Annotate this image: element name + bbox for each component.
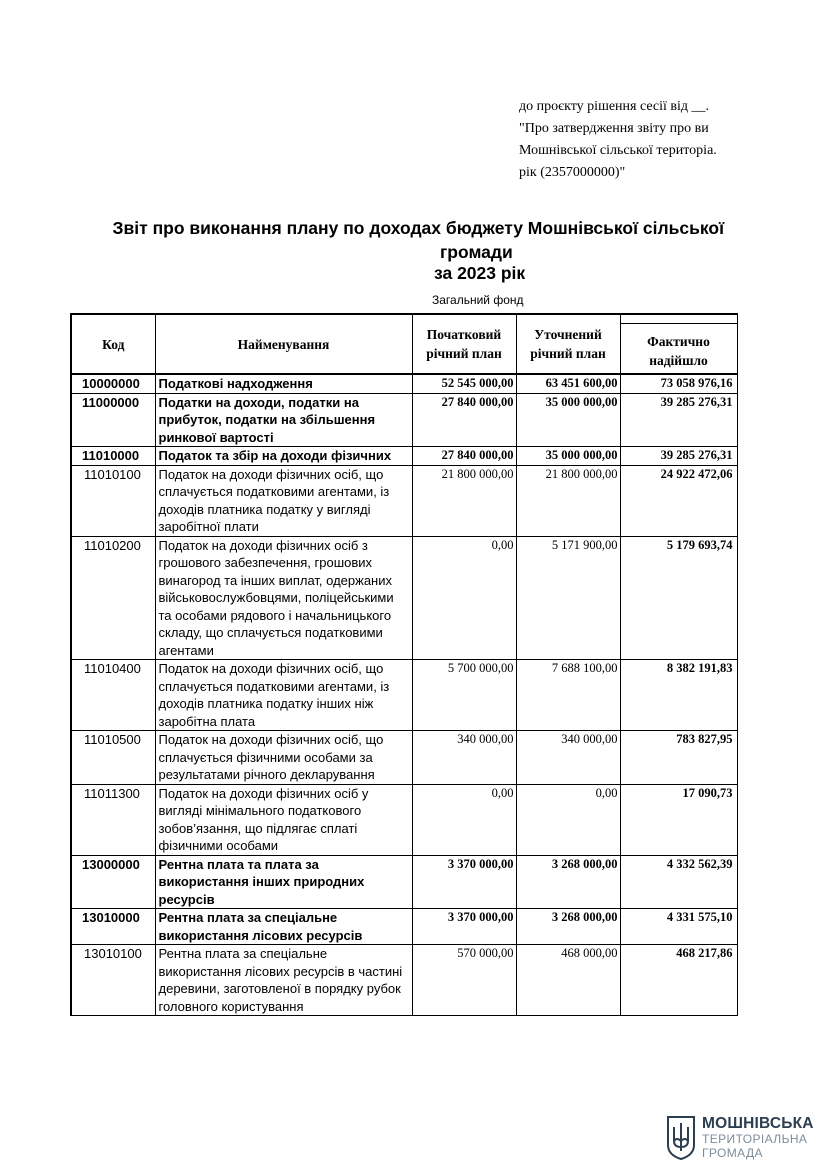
cell-actual: 17 090,73 xyxy=(620,784,737,855)
cell-code: 13000000 xyxy=(71,855,155,909)
header-initial-plan-line: річний план xyxy=(426,346,502,361)
cell-revised-plan: 63 451 600,00 xyxy=(516,374,620,393)
cell-revised-plan: 3 268 000,00 xyxy=(516,909,620,945)
table-body xyxy=(71,374,737,1016)
cell-actual: 24 922 472,06 xyxy=(620,465,737,536)
header-note xyxy=(519,96,729,184)
header-revised-plan-line: річний план xyxy=(530,346,606,361)
header-note-line: до проєкту рішення сесії від __. xyxy=(519,99,710,114)
table-row xyxy=(71,660,737,731)
cell-initial-plan: 0,00 xyxy=(412,784,516,855)
table-header-row xyxy=(71,314,737,374)
cell-revised-plan: 7 688 100,00 xyxy=(516,660,620,731)
logo-line: МОШНІВСЬКА xyxy=(702,1115,814,1132)
table-row xyxy=(71,945,737,1016)
table-row xyxy=(71,465,737,536)
cell-name: Податок на доходи фізичних осіб, що сплачується податковими агентами, із доходів платника податку інших ніж заробітна плата xyxy=(155,660,412,731)
cell-actual: 5 179 693,74 xyxy=(620,536,737,660)
cell-code: 10000000 xyxy=(71,374,155,393)
header-actual-line: надійшло xyxy=(649,353,708,368)
header-actual-text xyxy=(647,332,710,370)
header-initial-plan xyxy=(412,314,516,374)
cell-actual: 4 331 575,10 xyxy=(620,909,737,945)
revenue-table xyxy=(70,313,738,1016)
cell-actual: 783 827,95 xyxy=(620,731,737,785)
logo-line: ТЕРИТОРІАЛЬНА xyxy=(702,1132,808,1146)
cell-name: Рентна плата за спеціальне використання лісових ресурсів xyxy=(155,909,412,945)
table-row xyxy=(71,536,737,660)
cell-name: Податок на доходи фізичних осіб, що сплачується фізичними особами за результатами річного декларування xyxy=(155,731,412,785)
cell-revised-plan: 21 800 000,00 xyxy=(516,465,620,536)
cell-code: 11010100 xyxy=(71,465,155,536)
cell-revised-plan: 35 000 000,00 xyxy=(516,393,620,447)
cell-initial-plan: 52 545 000,00 xyxy=(412,374,516,393)
cell-actual: 73 058 976,16 xyxy=(620,374,737,393)
cell-code: 13010000 xyxy=(71,909,155,945)
cell-actual: 4 332 562,39 xyxy=(620,855,737,909)
table-row xyxy=(71,855,737,909)
table-row xyxy=(71,393,737,447)
table-row xyxy=(71,909,737,945)
header-initial-plan-line: Початковий xyxy=(426,327,502,342)
title-year: за 2023 рік xyxy=(434,263,526,283)
cell-code: 11010200 xyxy=(71,536,155,660)
cell-code: 11000000 xyxy=(71,393,155,447)
report-title xyxy=(60,216,724,262)
cell-code: 11011300 xyxy=(71,784,155,855)
cell-initial-plan: 570 000,00 xyxy=(412,945,516,1016)
table-row xyxy=(71,374,737,393)
cell-actual: 39 285 276,31 xyxy=(620,447,737,466)
cell-revised-plan: 0,00 xyxy=(516,784,620,855)
cell-code: 11010000 xyxy=(71,447,155,466)
cell-initial-plan: 340 000,00 xyxy=(412,731,516,785)
cell-revised-plan: 5 171 900,00 xyxy=(516,536,620,660)
cell-revised-plan: 468 000,00 xyxy=(516,945,620,1016)
trident-emblem-icon xyxy=(666,1115,696,1161)
cell-revised-plan: 340 000,00 xyxy=(516,731,620,785)
header-actual-line: Фактично xyxy=(647,334,710,349)
cell-initial-plan: 5 700 000,00 xyxy=(412,660,516,731)
logo-line: ГРОМАДА xyxy=(702,1146,763,1160)
header-revised-plan xyxy=(516,314,620,374)
revenue-table-wrap xyxy=(70,313,733,1016)
cell-initial-plan: 3 370 000,00 xyxy=(412,909,516,945)
header-actual-divider xyxy=(621,323,737,324)
cell-initial-plan: 27 840 000,00 xyxy=(412,393,516,447)
cell-name: Податок та збір на доходи фізичних xyxy=(155,447,412,466)
table-row xyxy=(71,447,737,466)
table-row xyxy=(71,731,737,785)
community-logo xyxy=(666,1115,826,1163)
header-note-line: рік (2357000000)" xyxy=(519,165,626,180)
title-line: Звіт про виконання плану по доходах бюджету Мошнівської сільської xyxy=(112,218,724,238)
cell-code: 11010500 xyxy=(71,731,155,785)
cell-name: Податок на доходи фізичних осіб у вигляді мінімального податкового зобов’язання, що підлягає сплаті фізичними особами xyxy=(155,784,412,855)
cell-name: Податки на доходи, податки на прибуток, податки на збільшення ринкової вартості xyxy=(155,393,412,447)
header-code: Код xyxy=(71,314,155,374)
header-revised-plan-line: Уточнений xyxy=(534,327,602,342)
cell-name: Податок на доходи фізичних осіб з грошового забезпечення, грошових винагород та інших виплат, одержаних військовослужбовцями, поліцейськими та особами рядового і начальницького складу, що сплачується податковими агентами xyxy=(155,536,412,660)
cell-initial-plan: 3 370 000,00 xyxy=(412,855,516,909)
cell-name: Рентна плата за спеціальне використання лісових ресурсів в частині деревини, заготовленої в порядку рубок головного користування xyxy=(155,945,412,1016)
cell-name: Рентна плата та плата за використання інших природних ресурсів xyxy=(155,855,412,909)
cell-code: 13010100 xyxy=(71,945,155,1016)
cell-name: Податок на доходи фізичних осіб, що сплачується податковими агентами, із доходів платника податку у вигляді заробітної плати xyxy=(155,465,412,536)
header-note-line: "Про затвердження звіту про ви xyxy=(519,121,709,136)
table-row xyxy=(71,784,737,855)
header-name: Найменування xyxy=(155,314,412,374)
fund-label: Загальний фонд xyxy=(432,293,524,307)
header-note-line: Мошнівської сільської територіа. xyxy=(519,143,717,158)
cell-actual: 8 382 191,83 xyxy=(620,660,737,731)
cell-actual: 39 285 276,31 xyxy=(620,393,737,447)
cell-initial-plan: 27 840 000,00 xyxy=(412,447,516,466)
cell-actual: 468 217,86 xyxy=(620,945,737,1016)
cell-name: Податкові надходження xyxy=(155,374,412,393)
cell-code: 11010400 xyxy=(71,660,155,731)
cell-revised-plan: 35 000 000,00 xyxy=(516,447,620,466)
cell-initial-plan: 21 800 000,00 xyxy=(412,465,516,536)
cell-initial-plan: 0,00 xyxy=(412,536,516,660)
cell-revised-plan: 3 268 000,00 xyxy=(516,855,620,909)
header-actual xyxy=(620,314,737,374)
title-line: громади xyxy=(440,242,513,262)
